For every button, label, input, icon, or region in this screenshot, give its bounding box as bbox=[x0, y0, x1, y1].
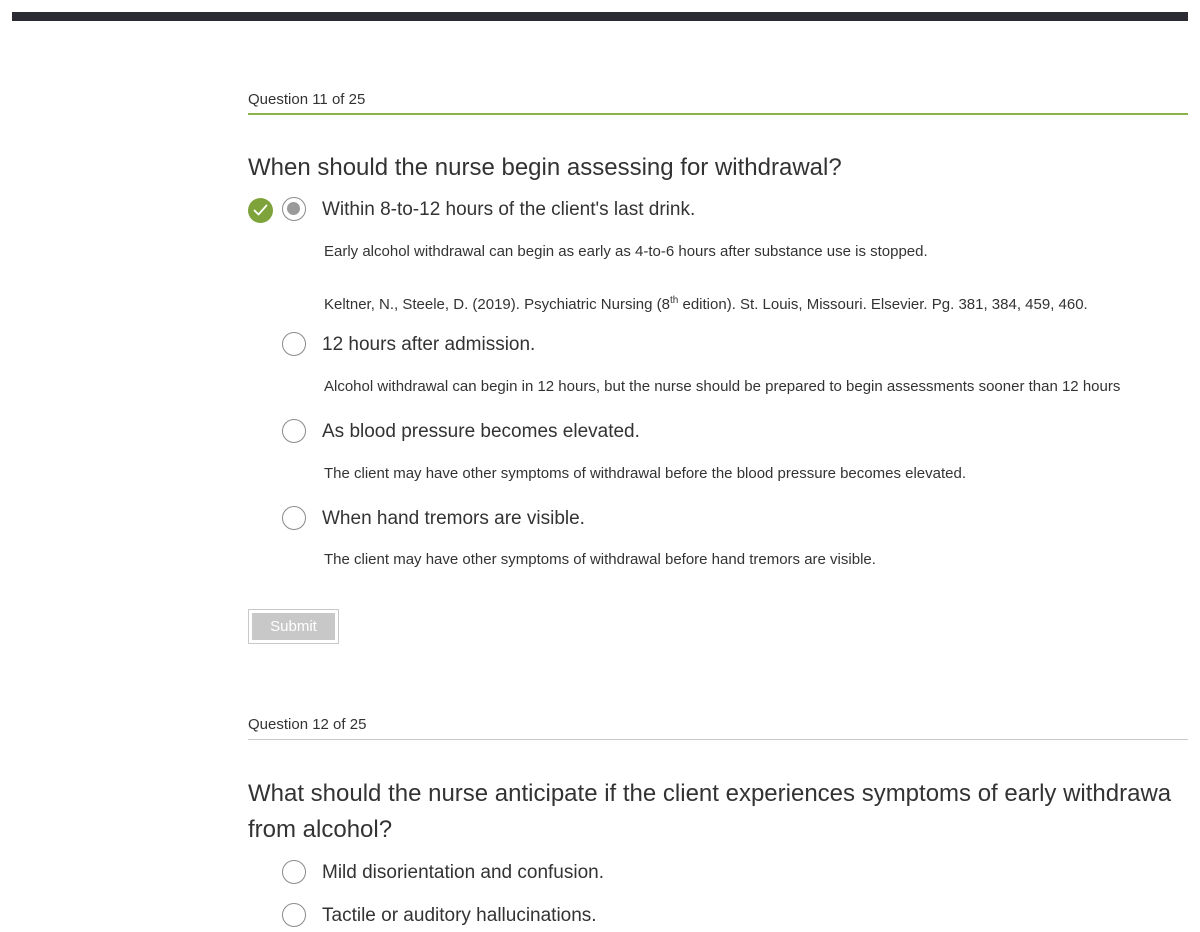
q12-option-1-radio[interactable] bbox=[282, 860, 306, 884]
question-12-stem-line-2: from alcohol? bbox=[248, 816, 393, 843]
q11-option-2[interactable] bbox=[248, 331, 1188, 361]
q12-option-2-label[interactable]: Tactile or auditory hallucinations. bbox=[322, 905, 597, 926]
q12-option-2-radio[interactable] bbox=[282, 903, 306, 927]
q11-option-1-feedback: Early alcohol withdrawal can begin as early as 4-to-6 hours after substance use is stopped. bbox=[324, 243, 928, 260]
q11-option-3-label[interactable]: As blood pressure becomes elevated. bbox=[322, 421, 640, 442]
q12-option-1-label[interactable]: Mild disorientation and confusion. bbox=[322, 862, 605, 883]
q11-option-3-feedback: The client may have other symptoms of withdrawal before the blood pressure becomes elevated. bbox=[324, 465, 966, 482]
q12-option-2[interactable] bbox=[248, 902, 1188, 932]
q11-option-4-label[interactable]: When hand tremors are visible. bbox=[322, 508, 585, 529]
q11-option-1-label[interactable]: Within 8-to-12 hours of the client's last drink. bbox=[322, 199, 696, 220]
q11-option-4-feedback: The client may have other symptoms of withdrawal before hand tremors are visible. bbox=[324, 551, 876, 568]
question-12-divider bbox=[248, 739, 1188, 740]
question-11-stem: When should the nurse begin assessing for withdrawal? bbox=[248, 154, 842, 181]
q11-option-2-feedback: Alcohol withdrawal can begin in 12 hours, but the nurse should be prepared to begin assessments sooner than 12 hours bbox=[324, 378, 1121, 395]
question-11-divider bbox=[248, 113, 1188, 115]
quiz-content bbox=[248, 0, 1188, 926]
q12-option-1[interactable] bbox=[248, 859, 1188, 889]
question-12-header: Question 12 of 25 bbox=[248, 716, 367, 733]
q11-option-2-label[interactable]: 12 hours after admission. bbox=[322, 334, 536, 355]
q11-option-3[interactable] bbox=[248, 418, 1188, 448]
q11-option-3-radio[interactable] bbox=[282, 419, 306, 443]
q11-option-2-radio[interactable] bbox=[282, 332, 306, 356]
q11-option-1-radio[interactable] bbox=[282, 197, 306, 221]
question-11-header: Question 11 of 25 bbox=[248, 91, 366, 108]
submit-button[interactable]: Submit bbox=[252, 613, 335, 640]
check-icon bbox=[248, 198, 273, 223]
question-12-stem-line-1: What should the nurse anticipate if the client experiences symptoms of early withdrawa bbox=[248, 780, 1172, 807]
submit-button-frame bbox=[248, 609, 339, 644]
q11-option-1-reference: Keltner, N., Steele, D. (2019). Psychiatric Nursing (8th edition). St. Louis, Missouri. Elsevier. Pg. 381, 384, 459, 460. bbox=[324, 295, 1088, 313]
q11-option-4-radio[interactable] bbox=[282, 506, 306, 530]
q11-option-4[interactable] bbox=[248, 505, 1188, 535]
q11-option-1[interactable] bbox=[248, 196, 1188, 226]
